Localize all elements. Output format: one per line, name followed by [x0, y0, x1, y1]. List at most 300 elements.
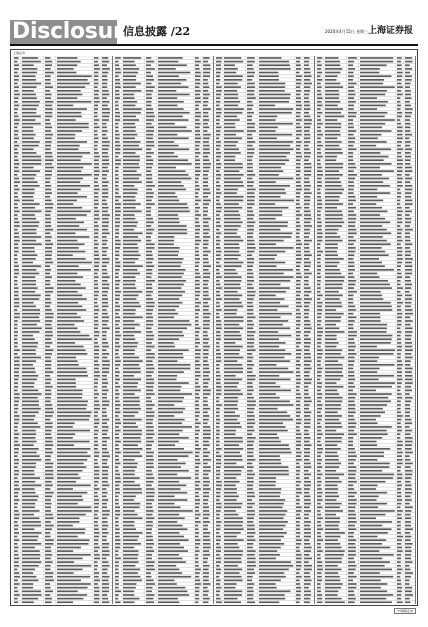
cell-text-mark: [304, 558, 312, 560]
cell-text-mark: [123, 181, 142, 183]
cell-text-mark: [317, 503, 321, 505]
cell-text-mark: [216, 331, 220, 333]
cell-text-mark: [325, 422, 341, 424]
cell-text-mark: [304, 123, 312, 125]
cell-text-mark: [325, 598, 342, 600]
cell-text-mark: [397, 174, 402, 176]
cell-text-mark: [224, 148, 239, 150]
cell-text-mark: [296, 214, 302, 216]
cell-text-mark: [216, 481, 222, 483]
cell-text-mark: [304, 437, 310, 439]
cell-text-mark: [247, 360, 252, 362]
cell-text-mark: [224, 127, 236, 129]
cell-text-mark: [123, 313, 135, 315]
cell-text-mark: [195, 211, 199, 213]
cell-text-mark: [360, 112, 387, 114]
cell-text-mark: [247, 90, 254, 92]
cell-text-mark: [14, 390, 18, 392]
cell-text-mark: [216, 214, 220, 216]
cell-text-mark: [123, 94, 134, 96]
cell-text-mark: [94, 357, 99, 359]
cell-text-mark: [203, 211, 208, 213]
cell-text-mark: [22, 371, 36, 373]
cell-text-mark: [158, 346, 175, 348]
cell-text-mark: [360, 105, 386, 107]
cell-text-mark: [259, 587, 277, 589]
cell-text-mark: [247, 338, 255, 340]
cell-text-mark: [45, 598, 52, 600]
cell-text-mark: [158, 437, 189, 439]
cell-text-mark: [94, 382, 98, 384]
cell-text-mark: [146, 576, 151, 578]
cell-text-mark: [216, 159, 220, 161]
cell-text-mark: [123, 211, 142, 213]
cell-text-mark: [14, 243, 18, 245]
cell-text-mark: [102, 170, 109, 172]
cell-text-mark: [57, 101, 91, 103]
cell-text-mark: [195, 408, 199, 410]
cell-text-mark: [45, 269, 51, 271]
cell-text-mark: [158, 477, 191, 479]
cell-text-mark: [158, 320, 189, 322]
cell-text-mark: [317, 229, 322, 231]
cell-text-mark: [304, 207, 309, 209]
cell-text-mark: [115, 196, 121, 198]
cell-text-mark: [115, 218, 120, 220]
cell-text-mark: [45, 437, 52, 439]
cell-text-mark: [348, 401, 355, 403]
cell-text-mark: [397, 225, 400, 227]
cell-text-mark: [146, 178, 152, 180]
cell-text-mark: [325, 539, 338, 541]
cell-text-mark: [115, 116, 120, 118]
cell-text-mark: [397, 448, 402, 450]
cell-text-mark: [224, 295, 242, 297]
cell-text-mark: [102, 401, 110, 403]
cell-text-mark: [259, 262, 285, 264]
cell-text-mark: [259, 112, 292, 114]
cell-text-mark: [45, 590, 53, 592]
cell-text-mark: [22, 488, 35, 490]
cell-text-mark: [259, 346, 279, 348]
cell-text-mark: [45, 510, 51, 512]
cell-text-mark: [317, 119, 321, 121]
cell-text-mark: [158, 448, 184, 450]
cell-text-mark: [296, 251, 301, 253]
cell-text-mark: [57, 327, 78, 329]
cell-text-mark: [94, 335, 99, 337]
cell-text-mark: [123, 75, 136, 77]
cell-text-mark: [158, 327, 187, 329]
cell-text-mark: [348, 75, 354, 77]
cell-text-mark: [304, 83, 312, 85]
cell-text-mark: [317, 466, 322, 468]
cell-text-mark: [45, 485, 53, 487]
table-column-rows: [315, 56, 415, 604]
cell-text-mark: [115, 422, 121, 424]
cell-text-mark: [203, 185, 208, 187]
cell-text-mark: [397, 291, 401, 293]
cell-text-mark: [397, 127, 402, 129]
cell-text-mark: [203, 280, 209, 282]
cell-text-mark: [158, 495, 175, 497]
cell-text-mark: [304, 284, 309, 286]
cell-text-mark: [102, 474, 108, 476]
cell-text-mark: [304, 327, 312, 329]
cell-text-mark: [102, 243, 107, 245]
cell-text-mark: [14, 528, 18, 530]
cell-text-mark: [203, 470, 211, 472]
cell-text-mark: [304, 583, 311, 585]
cell-text-mark: [405, 495, 411, 497]
cell-text-mark: [247, 353, 252, 355]
cell-text-mark: [123, 441, 141, 443]
cell-text-mark: [195, 105, 199, 107]
cell-text-mark: [94, 327, 98, 329]
cell-text-mark: [247, 477, 254, 479]
cell-text-mark: [348, 221, 356, 223]
cell-text-mark: [22, 430, 36, 432]
cell-text-mark: [360, 276, 380, 278]
cell-text-mark: [325, 148, 342, 150]
cell-text-mark: [94, 393, 99, 395]
cell-text-mark: [360, 90, 387, 92]
cell-text-mark: [57, 495, 82, 497]
cell-text-mark: [146, 371, 154, 373]
cell-text-mark: [259, 492, 281, 494]
cell-text-mark: [259, 185, 290, 187]
cell-text-mark: [57, 265, 79, 267]
cell-text-mark: [247, 364, 254, 366]
cell-text-mark: [317, 448, 323, 450]
cell-text-mark: [123, 598, 139, 600]
cell-text-mark: [45, 561, 53, 563]
cell-text-mark: [348, 156, 353, 158]
cell-text-mark: [259, 75, 279, 77]
cell-text-mark: [360, 287, 392, 289]
cell-text-mark: [195, 448, 201, 450]
cell-text-mark: [123, 466, 137, 468]
cell-text-mark: [146, 444, 152, 446]
cell-text-mark: [304, 108, 311, 110]
cell-text-mark: [247, 156, 253, 158]
cell-text-mark: [317, 316, 321, 318]
cell-text-mark: [195, 554, 198, 556]
cell-text-mark: [123, 601, 134, 603]
cell-text-mark: [360, 401, 391, 403]
cell-text-mark: [397, 335, 401, 337]
cell-text-mark: [405, 64, 410, 66]
cell-text-mark: [146, 306, 154, 308]
cell-text-mark: [115, 397, 119, 399]
cell-text-mark: [158, 229, 187, 231]
cell-text-mark: [123, 455, 142, 457]
cell-text-mark: [102, 598, 108, 600]
cell-text-mark: [14, 342, 18, 344]
cell-text-mark: [216, 444, 219, 446]
cell-text-mark: [360, 262, 382, 264]
cell-text-mark: [102, 488, 106, 490]
cell-text-mark: [123, 302, 139, 304]
cell-text-mark: [224, 61, 243, 63]
newspaper-name: 上海证券报: [368, 26, 414, 36]
cell-text-mark: [247, 408, 255, 410]
cell-text-mark: [94, 514, 97, 516]
cell-text-mark: [102, 470, 108, 472]
cell-text-mark: [158, 130, 192, 132]
cell-text-mark: [94, 474, 99, 476]
cell-text-mark: [123, 532, 143, 534]
cell-text-mark: [216, 393, 221, 395]
cell-text-mark: [195, 313, 199, 315]
cell-text-mark: [296, 455, 301, 457]
cell-text-mark: [325, 525, 339, 527]
cell-text-mark: [123, 108, 142, 110]
cell-text-mark: [94, 477, 100, 479]
cell-text-mark: [22, 108, 37, 110]
cell-text-mark: [296, 565, 302, 567]
cell-text-mark: [123, 225, 137, 227]
cell-text-mark: [94, 580, 100, 582]
cell-text-mark: [216, 422, 220, 424]
cell-text-mark: [57, 269, 91, 271]
cell-text-mark: [45, 148, 51, 150]
cell-text-mark: [216, 141, 221, 143]
cell-text-mark: [102, 254, 107, 256]
cell-text-mark: [317, 192, 321, 194]
cell-text-mark: [224, 119, 240, 121]
cell-text-mark: [94, 119, 99, 121]
cell-text-mark: [22, 386, 34, 388]
cell-text-mark: [325, 298, 340, 300]
cell-text-mark: [317, 167, 322, 169]
cell-text-mark: [146, 517, 154, 519]
cell-text-mark: [94, 269, 99, 271]
cell-text-mark: [296, 594, 301, 596]
cell-text-mark: [195, 601, 198, 603]
cell-text-mark: [348, 207, 356, 209]
cell-text-mark: [247, 298, 254, 300]
cell-text-mark: [405, 273, 412, 275]
cell-text-mark: [325, 61, 340, 63]
cell-text-mark: [57, 287, 86, 289]
cell-text-mark: [397, 379, 403, 381]
cell-text-mark: [115, 499, 119, 501]
cell-text-mark: [317, 587, 321, 589]
brand-wordmark: Disclosure: [12, 19, 139, 44]
cell-text-mark: [94, 309, 99, 311]
cell-text-mark: [158, 167, 176, 169]
cell-text-mark: [146, 327, 151, 329]
cell-text-mark: [195, 375, 201, 377]
cell-text-mark: [348, 170, 354, 172]
cell-text-mark: [325, 79, 336, 81]
cell-text-mark: [325, 543, 340, 545]
cell-text-mark: [259, 72, 278, 74]
cell-text-mark: [325, 247, 338, 249]
cell-text-mark: [348, 335, 357, 337]
cell-text-mark: [348, 390, 353, 392]
cell-text-mark: [203, 306, 209, 308]
cell-text-mark: [115, 83, 120, 85]
cell-text-mark: [146, 495, 154, 497]
cell-text-mark: [14, 422, 19, 424]
cell-text-mark: [146, 273, 152, 275]
cell-text-mark: [325, 309, 336, 311]
cell-text-mark: [325, 145, 339, 147]
cell-text-mark: [259, 284, 281, 286]
cell-text-mark: [158, 474, 177, 476]
cell-text-mark: [247, 422, 255, 424]
cell-text-mark: [296, 262, 301, 264]
cell-text-mark: [45, 430, 52, 432]
cell-text-mark: [325, 105, 338, 107]
cell-text-mark: [247, 466, 254, 468]
cell-text-mark: [195, 477, 199, 479]
cell-text-mark: [195, 404, 199, 406]
cell-text-mark: [304, 137, 310, 139]
cell-text-mark: [317, 510, 320, 512]
cell-text-mark: [195, 335, 199, 337]
cell-text-mark: [360, 441, 376, 443]
cell-text-mark: [304, 433, 309, 435]
cell-text-mark: [247, 240, 254, 242]
cell-text-mark: [146, 61, 154, 63]
cell-text-mark: [94, 181, 98, 183]
cell-text-mark: [317, 415, 322, 417]
cell-text-mark: [14, 273, 19, 275]
cell-text-mark: [123, 276, 135, 278]
cell-text-mark: [123, 495, 136, 497]
cell-text-mark: [195, 536, 199, 538]
cell-text-mark: [123, 433, 142, 435]
cell-text-mark: [405, 243, 412, 245]
cell-text-mark: [304, 598, 310, 600]
cell-text-mark: [146, 375, 152, 377]
cell-text-mark: [296, 200, 300, 202]
cell-text-mark: [123, 452, 140, 454]
cell-text-mark: [224, 284, 240, 286]
cell-text-mark: [195, 280, 200, 282]
cell-text-mark: [317, 152, 321, 154]
cell-text-mark: [158, 368, 190, 370]
cell-text-mark: [195, 254, 199, 256]
cell-text-mark: [317, 419, 322, 421]
cell-text-mark: [22, 225, 38, 227]
cell-text-mark: [325, 510, 343, 512]
cell-text-mark: [158, 466, 181, 468]
cell-text-mark: [115, 156, 118, 158]
cell-text-mark: [203, 254, 208, 256]
cell-text-mark: [216, 598, 221, 600]
cell-text-mark: [195, 379, 199, 381]
cell-text-mark: [325, 517, 340, 519]
cell-text-mark: [216, 510, 221, 512]
cell-text-mark: [259, 61, 289, 63]
cell-text-mark: [14, 532, 19, 534]
cell-text-mark: [259, 415, 290, 417]
cell-text-mark: [304, 415, 310, 417]
cell-text-mark: [102, 258, 110, 260]
cell-text-mark: [247, 569, 254, 571]
cell-text-mark: [115, 587, 119, 589]
cell-text-mark: [397, 232, 402, 234]
cell-text-mark: [203, 594, 208, 596]
cell-text-mark: [57, 232, 75, 234]
cell-text-mark: [146, 243, 155, 245]
cell-text-mark: [224, 298, 240, 300]
cell-text-mark: [405, 269, 412, 271]
cell-text-mark: [158, 68, 176, 70]
cell-text-mark: [146, 561, 155, 563]
cell-text-mark: [195, 83, 200, 85]
cell-text-mark: [325, 572, 338, 574]
cell-text-mark: [360, 598, 386, 600]
cell-text-mark: [216, 474, 220, 476]
cell-text-mark: [405, 108, 413, 110]
cell-text-mark: [14, 64, 19, 66]
cell-text-mark: [325, 258, 344, 260]
cell-text-mark: [115, 309, 120, 311]
cell-text-mark: [397, 521, 401, 523]
cell-text-mark: [14, 580, 18, 582]
cell-text-mark: [57, 539, 90, 541]
cell-text-mark: [296, 499, 300, 501]
cell-text-mark: [304, 306, 309, 308]
cell-text-mark: [203, 324, 210, 326]
cell-text-mark: [146, 108, 153, 110]
cell-text-mark: [317, 64, 322, 66]
cell-text-mark: [317, 148, 321, 150]
cell-text-mark: [123, 360, 143, 362]
cell-text-mark: [397, 338, 401, 340]
cell-text-mark: [224, 57, 241, 59]
cell-text-mark: [102, 276, 110, 278]
cell-text-mark: [195, 503, 200, 505]
cell-text-mark: [57, 503, 78, 505]
cell-text-mark: [405, 419, 411, 421]
cell-text-mark: [102, 543, 109, 545]
cell-text-mark: [360, 97, 377, 99]
cell-text-mark: [348, 532, 354, 534]
cell-text-mark: [348, 590, 354, 592]
cell-text-mark: [296, 485, 300, 487]
cell-text-mark: [45, 583, 50, 585]
cell-text-mark: [102, 86, 107, 88]
cell-text-mark: [14, 134, 18, 136]
cell-text-mark: [14, 521, 18, 523]
cell-text-mark: [216, 433, 220, 435]
cell-text-mark: [296, 178, 301, 180]
cell-text-mark: [216, 79, 220, 81]
cell-text-mark: [146, 419, 153, 421]
cell-text-mark: [317, 112, 322, 114]
cell-text-mark: [325, 112, 341, 114]
cell-text-mark: [296, 167, 300, 169]
cell-text-mark: [158, 83, 181, 85]
cell-text-mark: [397, 528, 401, 530]
cell-text-mark: [102, 64, 107, 66]
cell-text-mark: [22, 265, 41, 267]
cell-text-mark: [224, 287, 241, 289]
cell-text-mark: [14, 371, 19, 373]
cell-text-mark: [296, 371, 300, 373]
cell-text-mark: [296, 335, 300, 337]
cell-text-mark: [146, 163, 153, 165]
cell-text-mark: [195, 543, 200, 545]
cell-text-mark: [304, 167, 312, 169]
cell-text-mark: [22, 415, 36, 417]
